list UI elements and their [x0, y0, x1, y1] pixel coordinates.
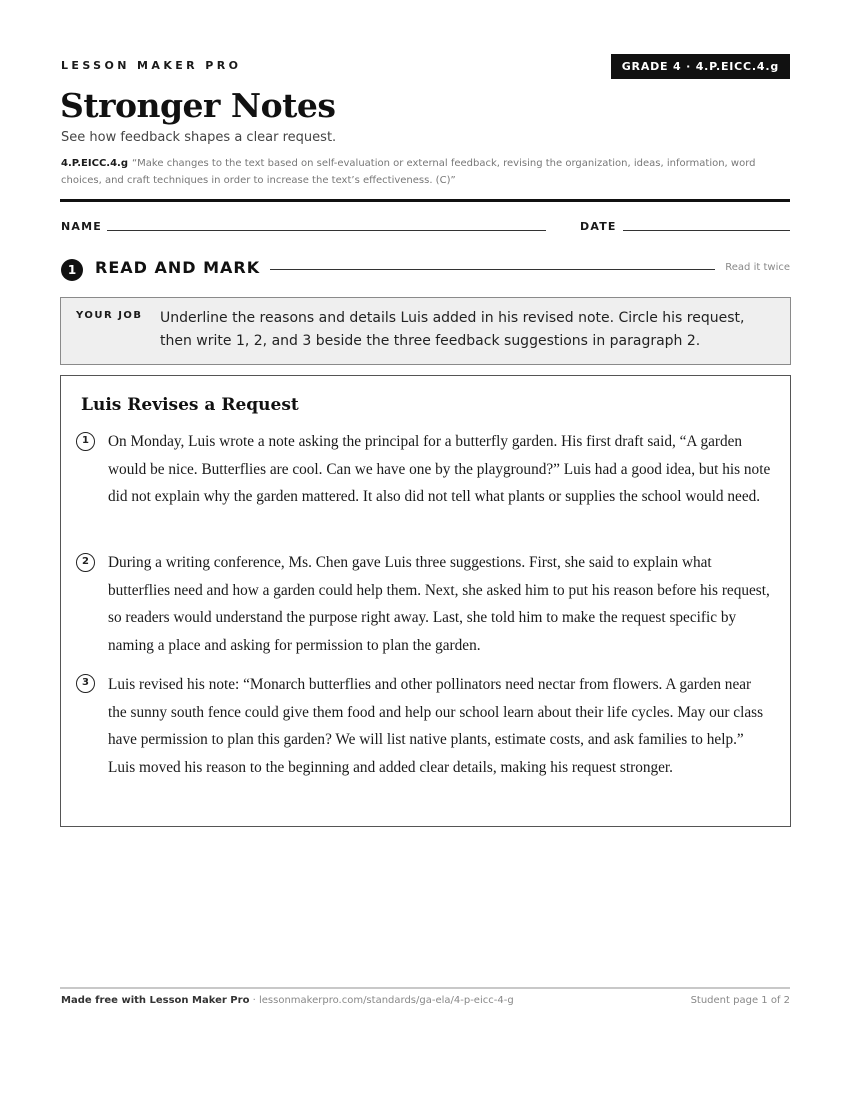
instructions-label: YOUR JOB	[76, 310, 143, 321]
instructions-box	[60, 297, 791, 365]
paragraph-number-3: 3	[76, 674, 95, 693]
paragraph-2: During a writing conference, Ms. Chen gave Luis three suggestions. First, she said to explain what butterflies need and how a garden could help them. Next, she asked him to put his reason before his request, so readers would understand the purpose right away. Last, she told him to make the request specific by naming a place and asking for permission to plan the garden.	[108, 554, 770, 655]
page-title: Stronger Notes	[60, 86, 336, 125]
instructions-text: Underline the reasons and details Luis added in his revised note. Circle his request, then write 1, 2, and 3 beside the three feedback suggestions in paragraph 2.	[160, 310, 745, 349]
grade-badge: GRADE 4 · 4.P.EICC.4.g	[611, 54, 790, 79]
section-number-badge: 1	[61, 259, 83, 281]
header-divider	[60, 199, 790, 202]
paragraph-number-1: 1	[76, 432, 95, 451]
name-label: NAME	[61, 220, 102, 233]
passage-title: Luis Revises a Request	[81, 395, 299, 415]
brand-name: LESSON MAKER PRO	[61, 59, 242, 72]
paragraph-3: Luis revised his note: “Monarch butterflies and other pollinators need nectar from flowers. A garden near the sunny south fence could give them food and help our school learn about their life cycles. May our class have permission to plan this garden? We will list native plants, estimate costs, and ask families to help.” Luis moved his reason to the beginning and added clear details, making his request stronger.	[108, 676, 764, 777]
reading-passage	[60, 375, 791, 827]
footer-page-number: Student page 1 of 2	[690, 995, 790, 1006]
date-label: DATE	[580, 220, 617, 233]
section-rule	[270, 269, 715, 270]
page-subtitle: See how feedback shapes a clear request.	[61, 130, 337, 145]
standard-code: 4.P.EICC.4.g	[61, 158, 128, 169]
name-field[interactable]	[107, 230, 546, 231]
standard-text: “Make changes to the text based on self-evaluation or external feedback, revising the organization, ideas, information, word choices, and craft techniques in order to increase the text’s effectiveness. (C)”	[61, 158, 756, 186]
paragraph-number-2: 2	[76, 553, 95, 572]
footer-credit	[61, 995, 514, 1006]
date-field[interactable]	[623, 230, 790, 231]
footer-url[interactable]: · lessonmakerpro.com/standards/ga-ela/4-p-eicc-4-g	[249, 995, 514, 1006]
section-note: Read it twice	[725, 262, 790, 273]
standard-description	[61, 155, 791, 189]
footer-divider	[60, 987, 790, 989]
section-title: READ AND MARK	[95, 258, 261, 277]
footer-made-with: Made free with Lesson Maker Pro	[61, 995, 250, 1006]
paragraph-1: On Monday, Luis wrote a note asking the principal for a butterfly garden. His first draft said, “A garden would be nice. Butterflies are cool. Can we have one by the playground?” Luis had a good idea, but his note did not explain why the garden mattered. It also did not tell what plants or supplies the school would need.	[108, 433, 771, 506]
